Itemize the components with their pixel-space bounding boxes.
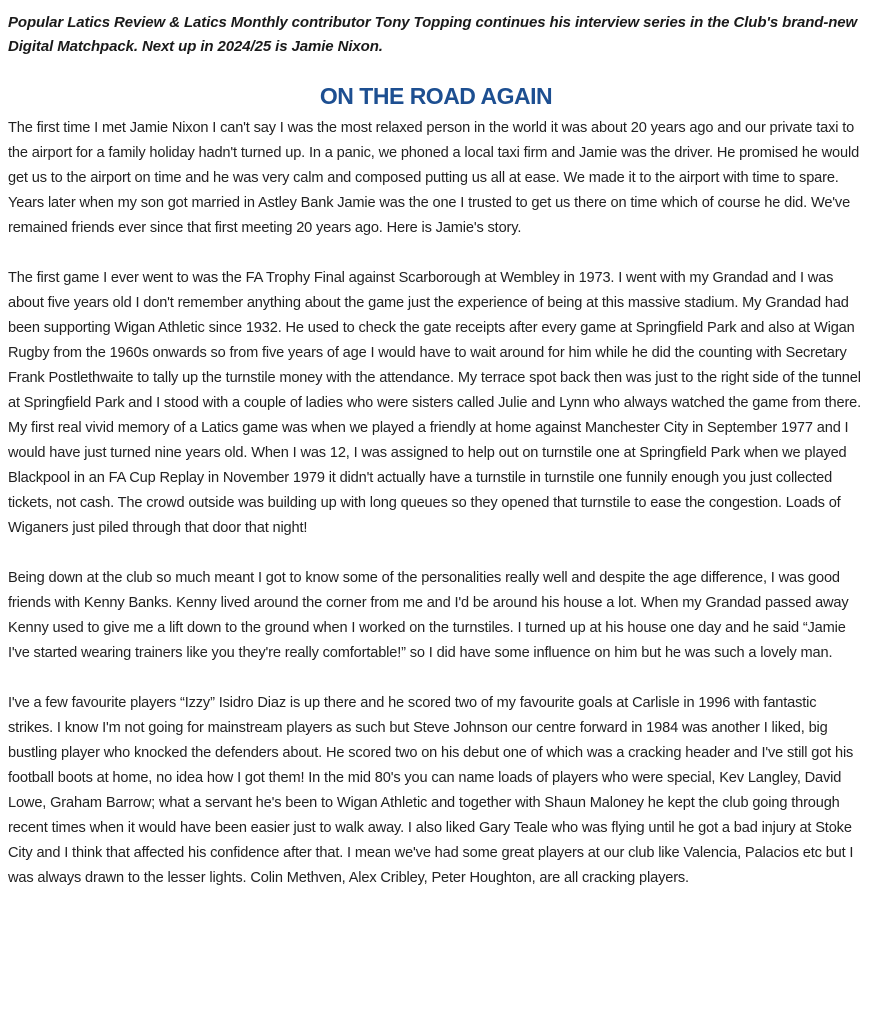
body-paragraph: The first game I ever went to was the FA Trophy Final against Scarborough at Wembley in 1973. I went with my Grandad and I was about five years old I don't remember anything about the game just the experience of being at this massive stadium. My Grandad had been supporting Wigan Athletic since 1932. He used to check the gate receipts after every game at Springfield Park and also at Wigan Rugby from the 1960s onwards so from five years of age I would have to wait around for him while he did the counting with Secretary Frank Postlethwaite to tally up the turnstile money with the attendance. My terrace spot back then was just to the right side of the tunnel at Springfield Park and I stood with a couple of ladies who were sisters called Julie and Lynn who always watched the game from there. My first real vivid memory of a Latics game was when we played a friendly at home against Manchester City in September 1977 and I would have just turned nine years old. When I was 12, I was assigned to help out on turnstile one at Springfield Park when we played Blackpool in an FA Cup Replay in November 1979 it didn't actually have a turnstile in turnstile one funnily enough you just collected tickets, not cash. The crowd outside was building up with long queues so they opened that turnstile to ease the congestion. Loads of Wiganers just piled through that door that night! (8, 270, 862, 536)
body-paragraph: The first time I met Jamie Nixon I can't say I was the most relaxed person in the world it was about 20 years ago and our private taxi to the airport for a family holiday hadn't turned up. In a panic, we phoned a local taxi firm and Jamie was the driver. He promised he would get us to the airport on time and he was very calm and composed putting us all at ease. We made it to the airport with time to spare. Years later when my son got married in Astley Bank Jamie was the one I trusted to get us there on time which of course he did. We've remained friends ever since that first meeting 20 years ago. Here is Jamie's story. (8, 120, 860, 236)
body-paragraph: Being down at the club so much meant I got to know some of the personalities really well and despite the age difference, I was good friends with Kenny Banks. Kenny lived around the corner from me and I'd be around his house a lot. When my Grandad passed away Kenny used to give me a lift down to the ground when I worked on the turnstiles. I turned up at his house one day and he said “Jamie I've started wearing trainers like you they're really comfortable!” so I did have some influence on him but he was such a lovely man. (8, 570, 849, 661)
article-headline: ON THE ROAD AGAIN (319, 83, 553, 109)
intro-text: Popular Latics Review & Latics Monthly contributor Tony Topping continues his interview series in the Club's brand-new Digital Matchpack. Next up in 2024/25 is Jamie Nixon. (8, 14, 858, 55)
article (8, 0, 864, 891)
body-paragraph: I've a few favourite players “Izzy” Isidro Diaz is up there and he scored two of my favourite goals at Carlisle in 1996 with fantastic strikes. I know I'm not going for mainstream players as such but Steve Johnson our centre forward in 1984 was another I liked, big bustling player who knocked the defenders about. He scored two on his debut one of which was a cracking header and I've still got his football boots at home, no idea how I got them! In the mid 80's you can name loads of players who were special, Kev Langley, David Lowe, Graham Barrow; what a servant he's been to Wigan Athletic and together with Shaun Maloney he kept the club going through recent times when it would have been easier just to walk away. I also liked Gary Teale who was flying until he got a bad injury at Stoke City and I think that affected his confidence after that. I mean we've had some great players at our club like Valencia, Palacios etc but I was always drawn to the lesser lights. Colin Methven, Alex Cribley, Peter Houghton, are all cracking players. (8, 695, 854, 886)
